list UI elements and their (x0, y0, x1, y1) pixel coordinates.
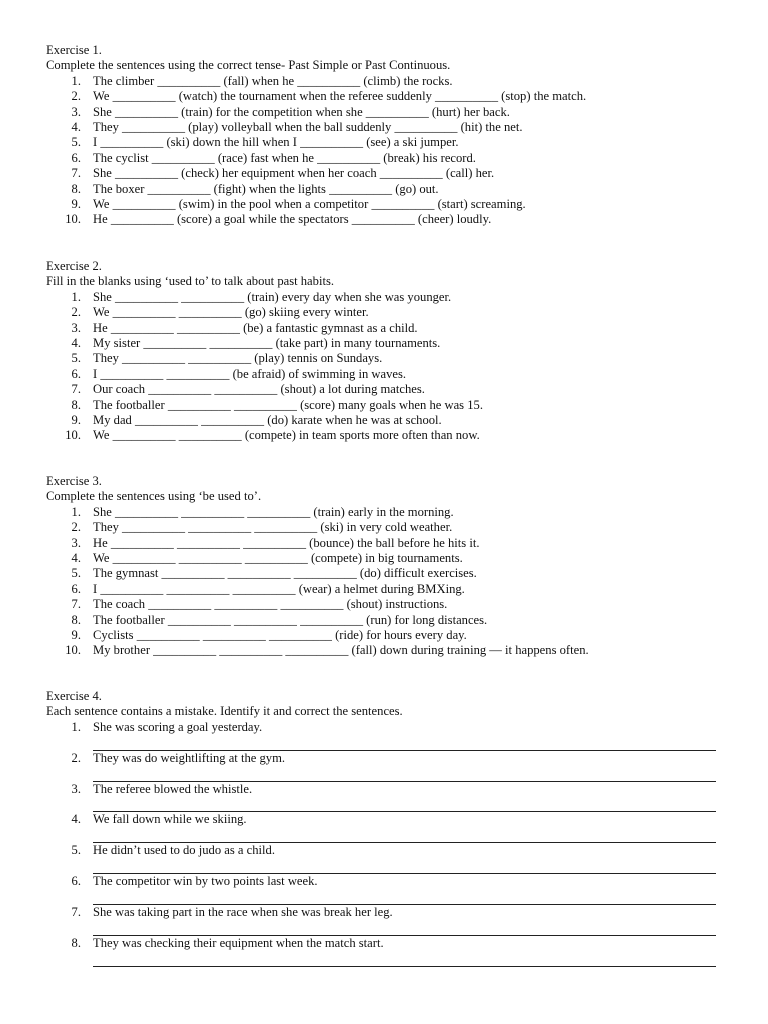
exercise-item (46, 582, 746, 597)
exercise-item (46, 105, 746, 120)
exercise-item (46, 613, 746, 628)
item-number: 5. (71, 135, 81, 150)
item-number: 6. (71, 150, 81, 165)
item-text: The referee blowed the whistle. (93, 781, 253, 796)
exercise-instruction: Fill in the blanks using ‘used to’ to talk about past habits. (46, 274, 334, 289)
item-text: They was do weightlifting at the gym. (93, 750, 286, 765)
item-text: We __________ (swim) in the pool when a competitor __________ (start) screaming. (93, 196, 526, 211)
exercise-title: Exercise 4. (46, 689, 102, 703)
exercise-item (46, 305, 746, 320)
exercise-item (46, 166, 746, 181)
exercise-2 (46, 259, 746, 444)
item-text: The coach __________ __________ __________ (shout) instructions. (93, 597, 448, 612)
item-text: The boxer __________ (fight) when the lights __________ (go) out. (93, 181, 439, 196)
item-number: 3. (71, 320, 81, 335)
item-text: I __________ __________ (be afraid) of swimming in waves. (93, 366, 407, 381)
item-text: They __________ __________ __________ (ski) in very cold weather. (93, 520, 453, 535)
item-text: My brother __________ __________ __________ (fall) down during training — it happens often. (93, 643, 589, 658)
exercise-instruction: Complete the sentences using ‘be used to’. (46, 489, 262, 504)
exercise-item (46, 843, 746, 858)
item-text: The gymnast __________ __________ __________ (do) difficult exercises. (93, 566, 477, 581)
exercise-item (46, 597, 746, 612)
item-number: 10. (65, 643, 81, 658)
answer-line[interactable] (93, 735, 716, 751)
exercise-item (46, 367, 746, 382)
item-text: I __________ __________ __________ (wear) a helmet during BMXing. (93, 581, 465, 596)
item-text: The competitor win by two points last week. (93, 874, 318, 889)
exercise-item (46, 89, 746, 104)
item-number: 4. (71, 119, 81, 134)
answer-line[interactable] (93, 920, 716, 936)
item-number: 4. (71, 550, 81, 565)
exercise-item (46, 321, 746, 336)
item-text: They was checking their equipment when the match start. (93, 936, 384, 951)
exercise-item (46, 212, 746, 227)
item-text: She __________ __________ (train) every day when she was younger. (93, 289, 452, 304)
exercise-item (46, 336, 746, 351)
item-text: The footballer __________ __________ __________ (run) for long distances. (93, 612, 488, 627)
item-number: 10. (65, 212, 81, 227)
exercise-item (46, 551, 746, 566)
exercise-item (46, 628, 746, 643)
item-number: 5. (71, 351, 81, 366)
item-number: 10. (65, 428, 81, 443)
item-text: He __________ __________ (be) a fantastic gymnast as a child. (93, 320, 418, 335)
exercise-item (46, 720, 746, 735)
item-number: 8. (71, 612, 81, 627)
item-number: 2. (71, 305, 81, 320)
item-number: 9. (71, 627, 81, 642)
exercise-item (46, 413, 746, 428)
answer-line[interactable] (93, 858, 716, 874)
item-text: We __________ __________ (go) skiing every winter. (93, 305, 369, 320)
item-text: She was scoring a goal yesterday. (93, 719, 263, 734)
exercise-item (46, 151, 746, 166)
item-text: We fall down while we skiing. (93, 812, 247, 827)
item-text: The cyclist __________ (race) fast when he __________ (break) his record. (93, 150, 476, 165)
exercise-item (46, 398, 746, 413)
item-number: 3. (71, 104, 81, 119)
exercise-title: Exercise 2. (46, 259, 102, 273)
item-number: 2. (71, 520, 81, 535)
exercise-item (46, 782, 746, 797)
exercise-3 (46, 474, 746, 659)
exercise-1 (46, 43, 746, 228)
item-text: She __________ __________ __________ (train) early in the morning. (93, 504, 454, 519)
item-number: 6. (71, 366, 81, 381)
exercise-item (46, 351, 746, 366)
exercise-item (46, 905, 746, 920)
exercise-item (46, 874, 746, 889)
item-text: He didn’t used to do judo as a child. (93, 843, 276, 858)
item-number: 7. (71, 382, 81, 397)
answer-line[interactable] (93, 951, 716, 967)
exercise-item (46, 936, 746, 951)
exercise-item (46, 536, 746, 551)
exercise-4 (46, 689, 746, 967)
item-number: 6. (71, 874, 81, 889)
exercise-item (46, 520, 746, 535)
exercise-item (46, 812, 746, 827)
item-text: The footballer __________ __________ (score) many goals when he was 15. (93, 397, 483, 412)
item-text: He __________ (score) a goal while the spectators __________ (cheer) loudly. (93, 212, 492, 227)
item-text: He __________ __________ __________ (bounce) the ball before he hits it. (93, 535, 480, 550)
item-number: 1. (71, 73, 81, 88)
exercise-item (46, 505, 746, 520)
exercise-title: Exercise 1. (46, 43, 102, 57)
item-text: My sister __________ __________ (take part) in many tournaments. (93, 335, 441, 350)
answer-line[interactable] (93, 766, 716, 782)
item-number: 3. (71, 535, 81, 550)
answer-line[interactable] (93, 797, 716, 813)
item-number: 8. (71, 936, 81, 951)
item-text: My dad __________ __________ (do) karate when he was at school. (93, 412, 442, 427)
item-number: 5. (71, 843, 81, 858)
item-number: 8. (71, 397, 81, 412)
item-text: We __________ __________ __________ (compete) in big tournaments. (93, 550, 463, 565)
exercise-item (46, 290, 746, 305)
exercise-item (46, 382, 746, 397)
item-number: 1. (71, 719, 81, 734)
exercise-title: Exercise 3. (46, 474, 102, 488)
item-text: She was taking part in the race when she was break her leg. (93, 905, 393, 920)
item-text: She __________ (check) her equipment when her coach __________ (call) her. (93, 166, 495, 181)
exercise-item (46, 182, 746, 197)
exercise-item (46, 428, 746, 443)
item-number: 2. (71, 89, 81, 104)
item-number: 7. (71, 166, 81, 181)
exercise-instruction: Each sentence contains a mistake. Identify it and correct the sentences. (46, 704, 403, 719)
item-number: 9. (71, 412, 81, 427)
item-number: 1. (71, 504, 81, 519)
item-text: They __________ (play) volleyball when the ball suddenly __________ (hit) the net. (93, 119, 523, 134)
item-number: 9. (71, 196, 81, 211)
item-number: 2. (71, 750, 81, 765)
item-text: She __________ (train) for the competition when she __________ (hurt) her back. (93, 104, 510, 119)
item-number: 7. (71, 597, 81, 612)
item-text: We __________ __________ (compete) in team sports more often than now. (93, 428, 480, 443)
item-number: 4. (71, 335, 81, 350)
exercise-item (46, 74, 746, 89)
item-text: Our coach __________ __________ (shout) a lot during matches. (93, 382, 425, 397)
exercise-instruction: Complete the sentences using the correct tense- Past Simple or Past Continuous. (46, 58, 451, 73)
item-number: 4. (71, 812, 81, 827)
exercise-item (46, 566, 746, 581)
item-text: We __________ (watch) the tournament when the referee suddenly __________ (stop) the match. (93, 89, 587, 104)
item-number: 7. (71, 905, 81, 920)
exercise-item (46, 751, 746, 766)
item-number: 1. (71, 289, 81, 304)
exercise-item (46, 135, 746, 150)
item-text: Cyclists __________ __________ __________ (ride) for hours every day. (93, 627, 467, 642)
item-text: The climber __________ (fall) when he __________ (climb) the rocks. (93, 73, 453, 88)
item-text: I __________ (ski) down the hill when I __________ (see) a ski jumper. (93, 135, 459, 150)
answer-line[interactable] (93, 827, 716, 843)
item-number: 5. (71, 566, 81, 581)
exercise-item (46, 643, 746, 658)
item-text: They __________ __________ (play) tennis on Sundays. (93, 351, 383, 366)
exercise-item (46, 120, 746, 135)
item-number: 3. (71, 781, 81, 796)
exercise-item (46, 197, 746, 212)
item-number: 6. (71, 581, 81, 596)
answer-line[interactable] (93, 889, 716, 905)
item-number: 8. (71, 181, 81, 196)
